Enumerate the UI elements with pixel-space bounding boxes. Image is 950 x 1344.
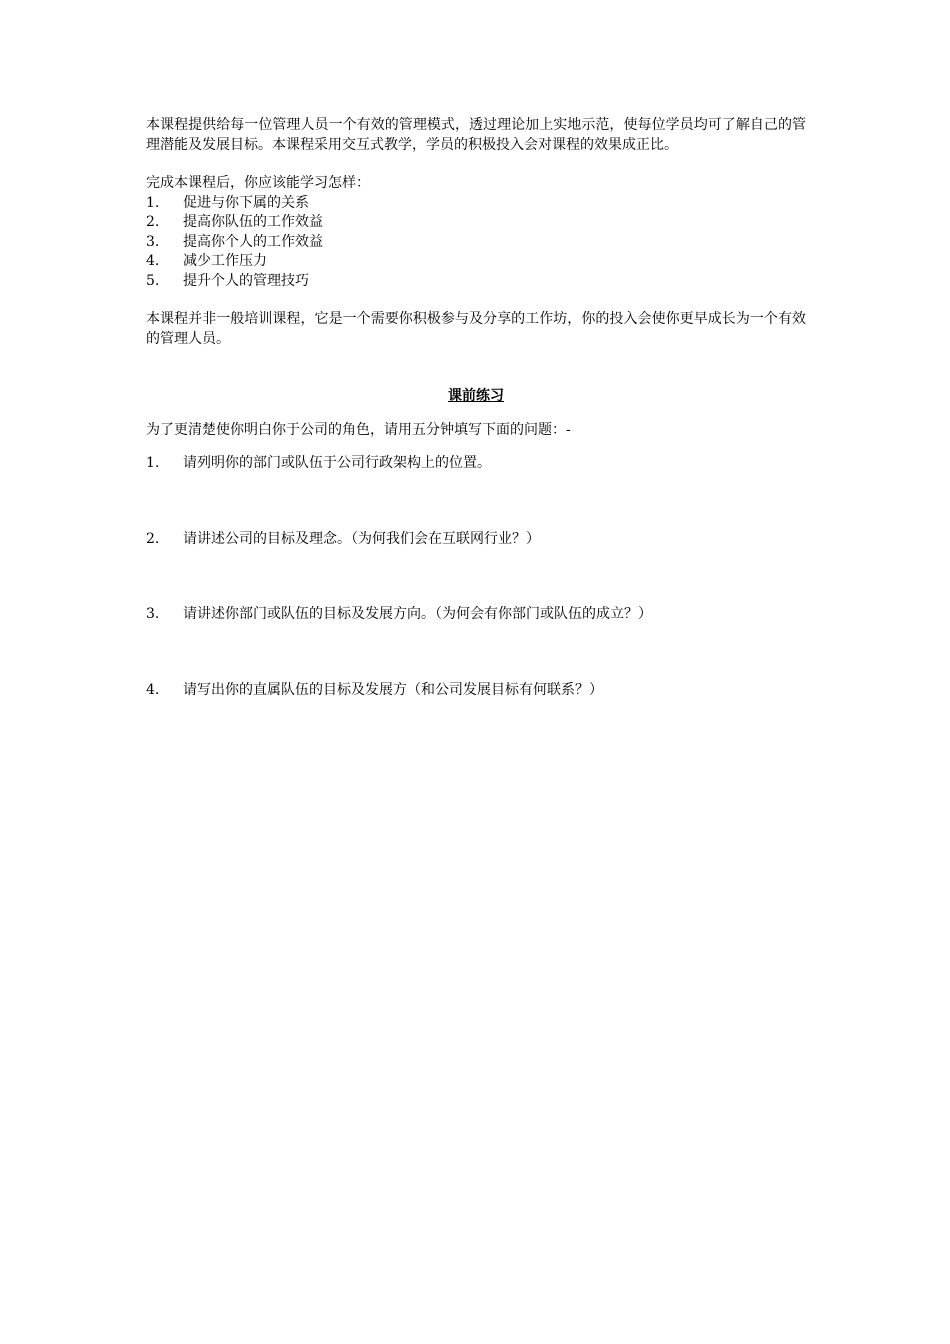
question-number: 1. — [146, 455, 160, 471]
list-item-text: 减少工作压力 — [183, 253, 267, 269]
list-item-number: 4. — [146, 253, 160, 269]
question-number: 3. — [146, 606, 160, 622]
exercise-title: 课前练习 — [448, 388, 504, 404]
intro-paragraph: 本课程提供给每一位管理人员一个有效的管理模式，透过理论加上实地示范，使每位学员均可了解自己的管理潜能及发展目标。本课程采用交互式教学，学员的积极投入会对课程的效果成正比。 — [146, 117, 806, 153]
list-item — [146, 252, 806, 272]
list-item — [146, 194, 806, 214]
exercise-questions — [146, 454, 806, 700]
question-item — [146, 605, 806, 625]
exercise-lead: 为了更清楚使你明白你于公司的角色，请用五分钟填写下面的问题：- — [146, 421, 571, 438]
list-item-text: 促进与你下属的关系 — [183, 194, 309, 211]
list-item — [146, 233, 806, 253]
list-item — [146, 213, 806, 233]
document-content — [146, 116, 806, 756]
question-number: 2. — [146, 530, 160, 547]
question-text: 请讲述公司的目标及理念。（为何我们会在互联网行业？） — [183, 530, 540, 547]
question-text: 请讲述你部门或队伍的目标及发展方向。（为何会有你部门或队伍的成立？） — [183, 606, 652, 622]
question-text: 请写出你的直属队伍的目标及发展方（和公司发展目标有何联系？） — [183, 681, 603, 698]
question-number: 4. — [146, 681, 160, 698]
question-item — [146, 454, 806, 474]
question-item — [146, 530, 806, 550]
question-text: 请列明你的部门或队伍于公司行政架构上的位置。 — [183, 455, 491, 471]
list-item-number: 5. — [146, 272, 160, 289]
list-item — [146, 272, 806, 292]
list-item-text: 提高你队伍的工作效益 — [183, 214, 323, 230]
list-item-number: 1. — [146, 194, 160, 211]
list-item-number: 3. — [146, 233, 160, 250]
question-item — [146, 681, 806, 701]
closing-paragraph: 本课程并非一般培训课程，它是一个需要你积极参与及分享的工作坊，你的投入会使你更早成长为一个有效的管理人员。 — [146, 311, 806, 347]
list-item-text: 提高你个人的工作效益 — [183, 233, 323, 250]
outcomes-list — [146, 194, 806, 292]
outcomes-lead: 完成本课程后，你应该能学习怎样： — [146, 175, 370, 191]
list-item-text: 提升个人的管理技巧 — [183, 272, 309, 289]
list-item-number: 2. — [146, 214, 160, 230]
